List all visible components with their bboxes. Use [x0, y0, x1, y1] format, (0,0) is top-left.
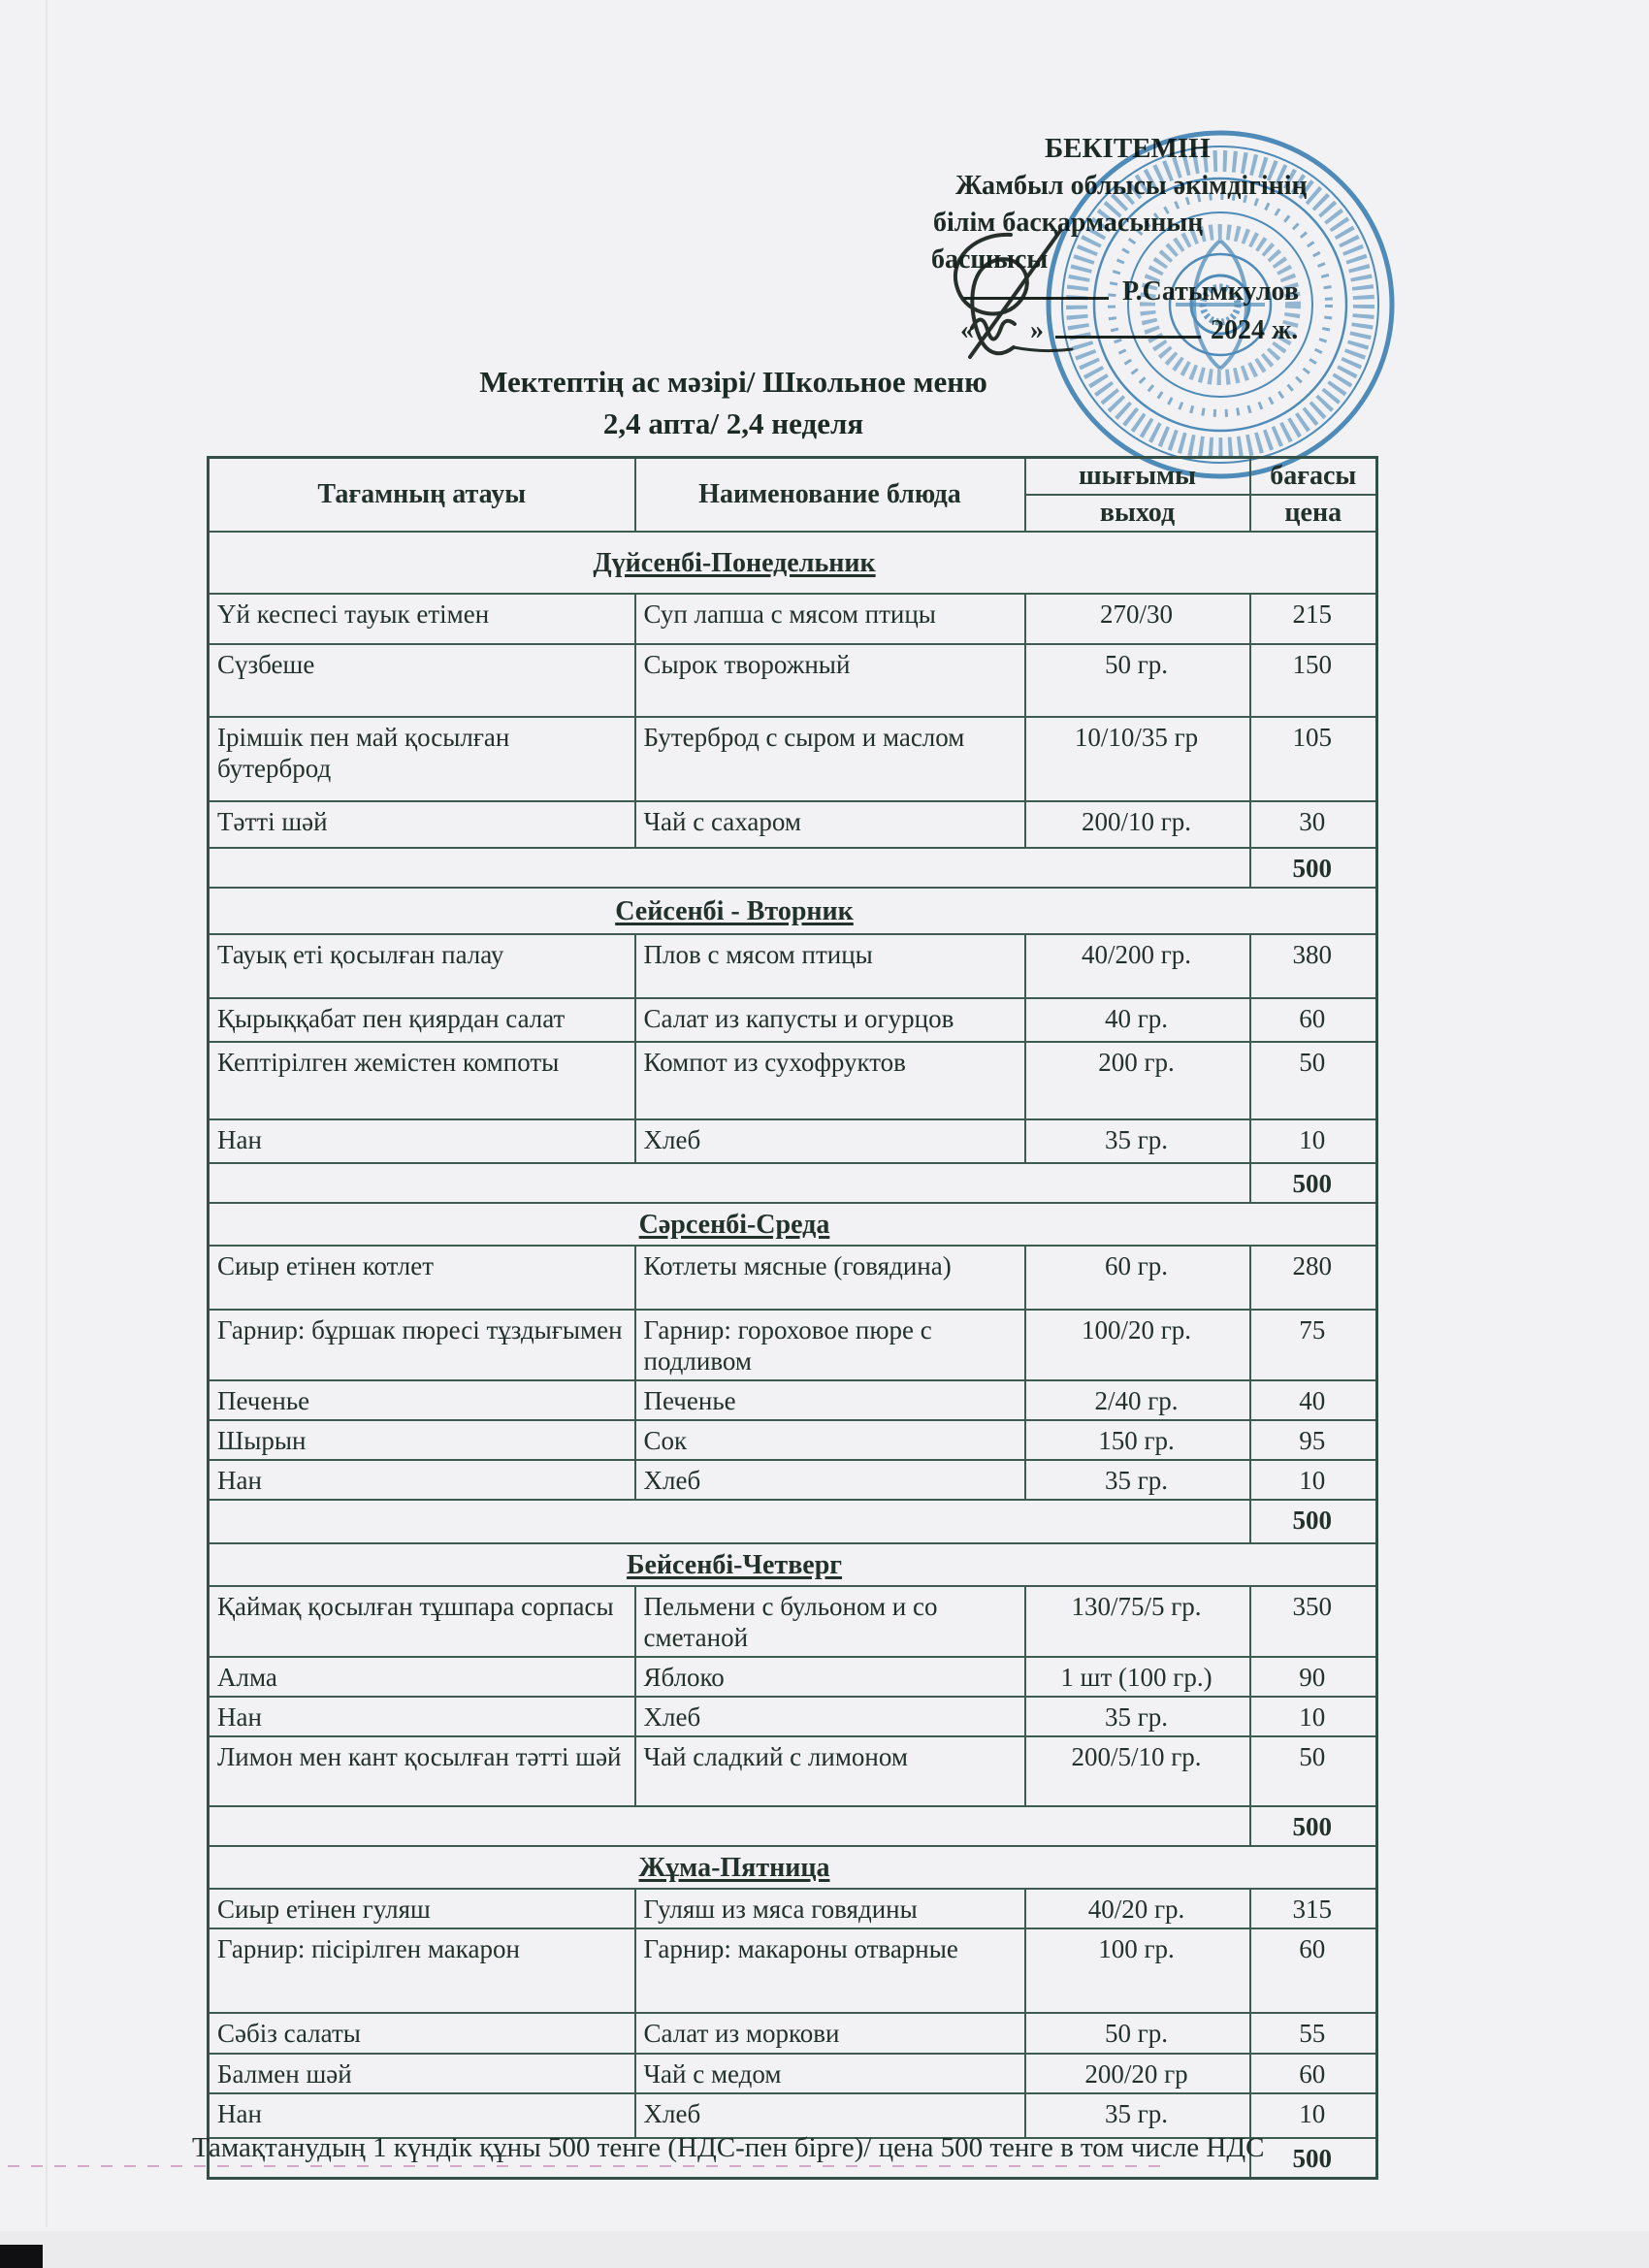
dish-name-kz: Қырыққабат пен қиярдан салат [209, 998, 635, 1042]
dish-name-ru: Бутерброд с сыром и маслом [635, 717, 1025, 801]
table-row [209, 1657, 1377, 1697]
portion-value: 200/5/10 гр. [1025, 1736, 1250, 1806]
price-value: 60 [1250, 2054, 1377, 2093]
portion-value: 100/20 гр. [1025, 1310, 1250, 1380]
dish-name-kz: Сәбіз салаты [209, 2013, 635, 2054]
scan-artifact-left-line [46, 0, 48, 2227]
title-line2: 2,4 апта/ 2,4 неделя [602, 406, 864, 440]
dish-name-kz: Қаймақ қосылған тұшпара сорпасы [209, 1586, 635, 1657]
portion-value: 40 гр. [1025, 998, 1250, 1042]
price-value: 60 [1250, 1928, 1377, 2013]
portion-value: 60 гр. [1025, 1246, 1250, 1310]
table-row [209, 801, 1377, 848]
dish-name-kz: Үй кеспесі тауык етімен [209, 594, 635, 644]
approved-label: БЕКІТЕМІН [1045, 133, 1211, 164]
portion-value: 130/75/5 гр. [1025, 1586, 1250, 1657]
portion-value: 150 гр. [1025, 1420, 1250, 1460]
price-value: 350 [1250, 1586, 1377, 1657]
column-header-portion-kz: шығымы [1025, 458, 1250, 496]
portion-value: 100 гр. [1025, 1928, 1250, 2013]
table-row [209, 998, 1377, 1042]
price-value: 215 [1250, 594, 1377, 644]
dish-name-kz: Сиыр етінен гуляш [209, 1889, 635, 1928]
approval-org-line3: басшысы [931, 244, 1049, 275]
portion-value: 40/20 гр. [1025, 1889, 1250, 1928]
table-row [209, 1380, 1377, 1420]
footer-note: Тамақтанудың 1 күндік құны 500 тенге (НДС-пен бірге)/ цена 500 тенге в том числе НДС [192, 2132, 1265, 2163]
table-row [209, 2013, 1377, 2054]
dish-name-kz: Ірімшік пен май қосылған бутерброд [209, 717, 635, 801]
day-label: Сәрсенбі-Среда [638, 1210, 830, 1240]
day-section-row [209, 1543, 1377, 1586]
dish-name-kz: Балмен шәй [209, 2054, 635, 2093]
day-total-blank [209, 848, 1250, 888]
price-value: 50 [1250, 1042, 1377, 1119]
portion-value: 2/40 гр. [1025, 1380, 1250, 1420]
dish-name-ru: Чай сладкий с лимоном [635, 1736, 1025, 1806]
price-value: 280 [1250, 1246, 1377, 1310]
day-total-row [209, 848, 1377, 888]
dish-name-ru: Суп лапша с мясом птицы [635, 594, 1025, 644]
dish-name-kz: Шырын [209, 1420, 635, 1460]
price-value: 40 [1250, 1380, 1377, 1420]
dish-name-ru: Чай с медом [635, 2054, 1025, 2093]
dish-name-ru: Салат из моркови [635, 2013, 1025, 2054]
dish-name-ru: Салат из капусты и огурцов [635, 998, 1025, 1042]
quote-open: « [960, 315, 974, 345]
dish-name-kz: Кептірілген жемістен компоты [209, 1042, 635, 1119]
price-value: 10 [1250, 2093, 1377, 2138]
column-header-dish-kz: Тағамның атауы [209, 458, 635, 533]
table-row [209, 2054, 1377, 2093]
price-value: 60 [1250, 998, 1377, 1042]
dish-name-kz: Тауық еті қосылған палау [209, 934, 635, 998]
dish-name-ru: Яблоко [635, 1657, 1025, 1697]
dish-name-kz: Нан [209, 1697, 635, 1736]
day-section-header [209, 1543, 1377, 1586]
price-value: 10 [1250, 1697, 1377, 1736]
scan-artifact-dotted-line [8, 2165, 1162, 2167]
day-total-row [209, 1806, 1377, 1846]
table-row [209, 1420, 1377, 1460]
table-row [209, 1119, 1377, 1163]
table-row [209, 1042, 1377, 1119]
day-section-header [209, 888, 1377, 934]
dish-name-ru: Котлеты мясные (говядина) [635, 1246, 1025, 1310]
day-section-row [209, 1846, 1377, 1889]
day-total-row [209, 1500, 1377, 1543]
dish-name-ru: Гуляш из мяса говядины [635, 1889, 1025, 1928]
dish-name-kz: Печенье [209, 1380, 635, 1420]
table-row [209, 717, 1377, 801]
dish-name-ru: Хлеб [635, 1119, 1025, 1163]
dish-name-kz: Нан [209, 1119, 635, 1163]
day-total: 500 [1250, 2138, 1377, 2179]
table-row [209, 1697, 1377, 1736]
table-row [209, 1310, 1377, 1380]
price-value: 50 [1250, 1736, 1377, 1806]
dish-name-kz: Гарнир: бұршак пюресі тұздығымен [209, 1310, 635, 1380]
day-total: 500 [1250, 1806, 1377, 1846]
dish-name-ru: Гарнир: гороховое пюре с подливом [635, 1310, 1025, 1380]
table-row [209, 594, 1377, 644]
portion-value: 35 гр. [1025, 1119, 1250, 1163]
column-header-price-kz: бағасы [1250, 458, 1377, 496]
dish-name-kz: Лимон мен кант қосылған тәтті шәй [209, 1736, 635, 1806]
price-value: 10 [1250, 1119, 1377, 1163]
portion-value: 270/30 [1025, 594, 1250, 644]
portion-value: 1 шт (100 гр.) [1025, 1657, 1250, 1697]
portion-value: 50 гр. [1025, 644, 1250, 717]
dish-name-kz: Нан [209, 2093, 635, 2138]
portion-value: 200 гр. [1025, 1042, 1250, 1119]
scan-artifact-bottom-band [0, 2231, 1649, 2268]
portion-value: 35 гр. [1025, 1697, 1250, 1736]
price-value: 380 [1250, 934, 1377, 998]
dish-name-kz: Тәтті шәй [209, 801, 635, 848]
day-label: Жұма-Пятница [638, 1853, 830, 1883]
quote-close: » [1030, 315, 1044, 345]
table-row [209, 644, 1377, 717]
day-total-blank [209, 1500, 1250, 1543]
portion-value: 35 гр. [1025, 2093, 1250, 2138]
price-value: 105 [1250, 717, 1377, 801]
document-title [0, 361, 1467, 444]
day-section-row [209, 1203, 1377, 1246]
day-section-row [209, 532, 1377, 594]
portion-value: 35 гр. [1025, 1460, 1250, 1500]
scan-artifact-corner-mark [0, 2245, 43, 2268]
day-total-blank [209, 1163, 1250, 1203]
dish-name-ru: Сок [635, 1420, 1025, 1460]
dish-name-kz: Сиыр етінен котлет [209, 1246, 635, 1310]
column-header-dish-ru: Наименование блюда [635, 458, 1025, 533]
price-value: 75 [1250, 1310, 1377, 1380]
price-value: 55 [1250, 2013, 1377, 2054]
price-value: 150 [1250, 644, 1377, 717]
price-value: 95 [1250, 1420, 1377, 1460]
price-value: 30 [1250, 801, 1377, 848]
day-total-blank [209, 1806, 1250, 1846]
portion-value: 40/200 гр. [1025, 934, 1250, 998]
table-row [209, 1889, 1377, 1928]
year-label: 2024 ж. [1211, 315, 1299, 345]
price-value: 315 [1250, 1889, 1377, 1928]
day-total: 500 [1250, 848, 1377, 888]
signature-name: Р.Сатымкулов [1122, 276, 1299, 307]
dish-name-ru: Хлеб [635, 1460, 1025, 1500]
table-row [209, 1246, 1377, 1310]
day-total-row [209, 1163, 1377, 1203]
column-header-price-ru: цена [1250, 495, 1377, 532]
day-label: Бейсенбі-Четверг [626, 1550, 843, 1580]
portion-value: 200/10 гр. [1025, 801, 1250, 848]
day-label: Дүйсенбі-Понедельник [593, 548, 876, 578]
dish-name-kz: Сүзбеше [209, 644, 635, 717]
day-section-row [209, 888, 1377, 934]
day-section-header [209, 532, 1377, 594]
table-row [209, 1928, 1377, 2013]
table-row [209, 1460, 1377, 1500]
day-section-header [209, 1846, 1377, 1889]
day-label: Сейсенбі - Вторник [615, 896, 854, 926]
dish-name-ru: Чай с сахаром [635, 801, 1025, 848]
day-total: 500 [1250, 1500, 1377, 1543]
dish-name-ru: Компот из сухофруктов [635, 1042, 1025, 1119]
approval-org-line1: Жамбыл облысы әкімдігінің [955, 171, 1308, 201]
portion-value: 200/20 гр [1025, 2054, 1250, 2093]
dish-name-kz: Нан [209, 1460, 635, 1500]
portion-value: 50 гр. [1025, 2013, 1250, 2054]
portion-value: 10/10/35 гр [1025, 717, 1250, 801]
dish-name-ru: Печенье [635, 1380, 1025, 1420]
dish-name-ru: Хлеб [635, 2093, 1025, 2138]
dish-name-ru: Гарнир: макароны отварные [635, 1928, 1025, 2013]
dish-name-kz: Алма [209, 1657, 635, 1697]
price-value: 90 [1250, 1657, 1377, 1697]
table-row [209, 934, 1377, 998]
dish-name-kz: Гарнир: пісірілген макарон [209, 1928, 635, 2013]
menu-table [207, 456, 1378, 2180]
day-section-header [209, 1203, 1377, 1246]
price-value: 10 [1250, 1460, 1377, 1500]
dish-name-ru: Пельмени с бульоном и со сметаной [635, 1586, 1025, 1657]
table-row [209, 1736, 1377, 1806]
column-header-portion-ru: выход [1025, 495, 1250, 532]
dish-name-ru: Хлеб [635, 1697, 1025, 1736]
approval-org-line2: білім басқармасының [933, 208, 1204, 238]
day-total: 500 [1250, 1163, 1377, 1203]
table-row [209, 1586, 1377, 1657]
dish-name-ru: Плов с мясом птицы [635, 934, 1025, 998]
dish-name-ru: Сырок творожный [635, 644, 1025, 717]
title-line1: Мектептің ас мәзірі/ Школьное меню [479, 365, 987, 399]
table-header-row [209, 458, 1377, 496]
